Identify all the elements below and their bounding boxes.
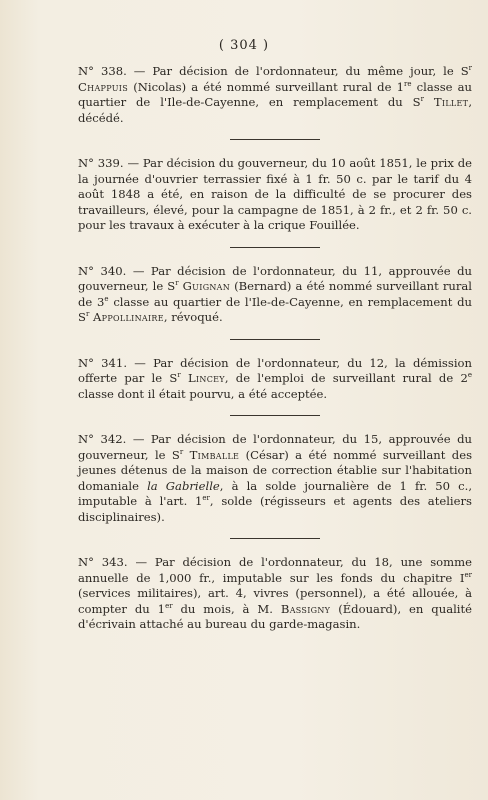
superscript: r — [420, 95, 424, 104]
entry-text: (Édouard), en qualité d'écrivain attaché au bureau du garde-magasin. — [78, 601, 473, 631]
person-name: Chappuis — [78, 79, 129, 94]
entry-text: — Par décision de l'ordonnateur, du 11, approuvée du gouverneur, le S — [78, 263, 472, 293]
entry-text: , révoqué. — [163, 310, 223, 324]
person-name: Lincey — [187, 371, 225, 385]
entry-text: (César) a été nommé surveillant des jeunes détenus de la maison de correction établie sur l'habitation domaniale — [78, 447, 473, 493]
superscript: r — [177, 371, 181, 380]
superscript: r — [179, 447, 184, 456]
person-name: Bassigny — [280, 601, 331, 616]
superscript: er — [464, 570, 472, 579]
superscript: e — [104, 294, 109, 303]
divider-rule — [240, 247, 310, 248]
entry-338 — [78, 64, 472, 126]
entry-343 — [78, 555, 472, 633]
entry-text: — Par décision de l'ordonnateur, du 15, approuvée du gouverneur, le S — [78, 432, 472, 462]
entries-list — [78, 64, 472, 633]
entry-341 — [78, 356, 472, 403]
entry-text: , à la solde journalière de 1 fr. 50 c., imputable à l'art. 1 — [78, 478, 473, 508]
entry-text: , solde (régisseurs et agents des ateliers disciplinaires). — [78, 494, 472, 524]
entry-text: classe dont il était pourvu, a été acceptée. — [78, 386, 328, 401]
superscript: er — [165, 601, 173, 610]
entry-339 — [78, 156, 472, 234]
entry-number: N° 342. — [78, 432, 127, 446]
divider-rule — [240, 538, 310, 539]
entry-text: — Par décision du gouverneur, du 10 août 1851, le prix de la journée d'ouvrier terrassier fixé à 1 fr. 50 c. par le tarif du 4 août 1848 a été, en raison de la difficulté de se procurer des travailleurs, élevé, pour la campagne de 1851, à 2 fr., et 2 fr. 50 c. pour les travaux à exécuter à la crique Fouillée. — [78, 156, 472, 232]
entry-text: (Nicolas) a été nommé surveillant rural de 1 — [133, 79, 404, 94]
superscript: e — [467, 371, 472, 380]
entry-text: classe au quartier de l'Ile-de-Cayenne, en remplacement du S — [78, 79, 473, 109]
divider-rule — [240, 415, 310, 416]
entry-342 — [78, 432, 472, 525]
person-name: Appollinaire — [93, 310, 164, 324]
entry-text: , de l'emploi de surveillant rural de 2 — [224, 371, 468, 385]
superscript: r — [85, 310, 90, 319]
entry-text: — Par décision de l'ordonnateur, du 12, la démission offerte par le S — [78, 355, 472, 385]
place-name: la Gabrielle — [147, 478, 220, 493]
page-number: ( 304 ) — [218, 38, 270, 53]
entry-text: du mois, à M. — [180, 601, 273, 616]
superscript: re — [403, 79, 412, 88]
entry-text: (services militaires), art. 4, vivres (personnel), a été allouée, à compter du 1 — [78, 586, 472, 616]
entry-number: N° 341. — [78, 355, 127, 370]
entry-text: , décédé. — [78, 95, 473, 125]
entry-text: classe au quartier de l'Ile-de-Cayenne, en remplacement du S — [78, 294, 472, 324]
entry-text: — Par décision de l'ordonnateur, du 18, une somme annuelle de 1,000 fr., imputable sur les fonds du chapitre I — [78, 555, 472, 585]
superscript: er — [202, 494, 210, 503]
person-name: Guignan — [182, 279, 231, 293]
entry-number: N° 339. — [78, 156, 124, 170]
entry-number: N° 340. — [78, 263, 127, 278]
entry-text: — Par décision de l'ordonnateur, du même jour, le S — [133, 64, 469, 78]
divider-rule — [240, 339, 310, 340]
person-name: Tillet — [433, 95, 469, 109]
entry-number: N° 343. — [78, 555, 128, 569]
entry-number: N° 338. — [78, 64, 127, 78]
divider-rule — [240, 139, 310, 140]
superscript: r — [175, 279, 179, 288]
superscript: r — [468, 64, 473, 73]
entry-340 — [78, 264, 472, 326]
entry-text: (Bernard) a été nommé surveillant rural de 3 — [78, 279, 473, 309]
person-name: Timballe — [189, 447, 240, 462]
